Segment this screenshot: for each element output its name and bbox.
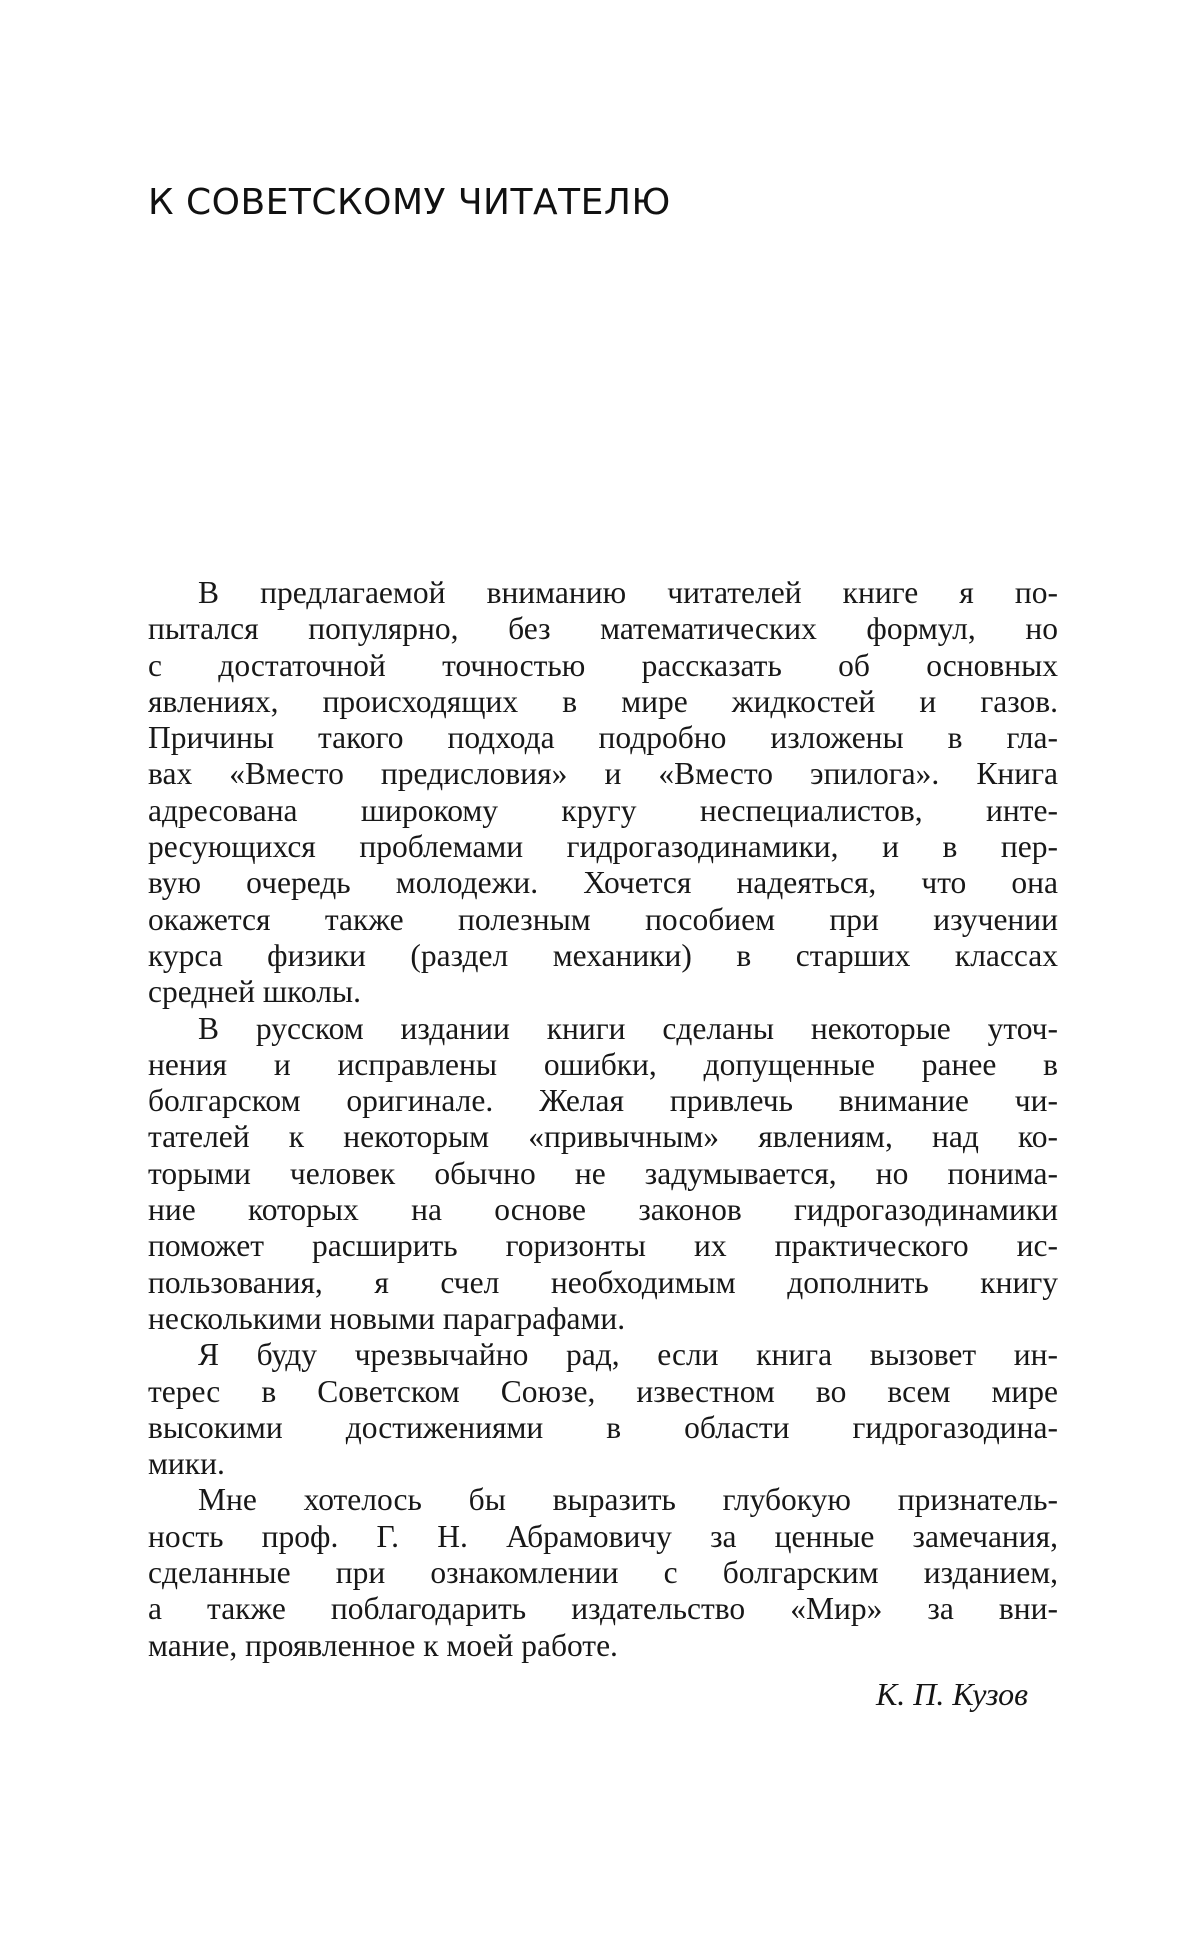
text-line: В предлагаемой вниманию читателей книге я по- — [148, 575, 1058, 611]
text-line: болгарском оригинале. Желая привлечь внимание чи- — [148, 1083, 1058, 1119]
text-line: Я буду чрезвычайно рад, если книга вызовет ин- — [148, 1337, 1058, 1373]
text-line: терес в Советском Союзе, известном во всем мире — [148, 1374, 1058, 1410]
text-line: Мне хотелось бы выразить глубокую признатель- — [148, 1482, 1058, 1518]
text-line: В русском издании книги сделаны некоторые уточ- — [148, 1011, 1058, 1047]
text-line: окажется также полезным пособием при изучении — [148, 902, 1058, 938]
text-line: ность проф. Г. Н. Абрамовичу за ценные замечания, — [148, 1519, 1058, 1555]
text-line: мики. — [148, 1446, 1058, 1482]
text-line: нения и исправлены ошибки, допущенные ранее в — [148, 1047, 1058, 1083]
text-line: тателей к некоторым «привычным» явлениям, над ко- — [148, 1119, 1058, 1155]
text-line: пытался популярно, без математических формул, но — [148, 611, 1058, 647]
text-line: высокими достижениями в области гидрогазодина- — [148, 1410, 1058, 1446]
text-line: несколькими новыми параграфами. — [148, 1301, 1058, 1337]
body-text — [148, 575, 1058, 1664]
text-line: явлениях, происходящих в мире жидкостей и газов. — [148, 684, 1058, 720]
paragraph-4 — [148, 1482, 1058, 1663]
text-line: вую очередь молодежи. Хочется надеяться, что она — [148, 865, 1058, 901]
text-line: поможет расширить горизонты их практического ис- — [148, 1228, 1058, 1264]
text-line: ресующихся проблемами гидрогазодинамики, и в пер- — [148, 829, 1058, 865]
paragraph-2 — [148, 1011, 1058, 1338]
text-line: с достаточной точностью рассказать об основных — [148, 648, 1058, 684]
text-line: сделанные при ознакомлении с болгарским изданием, — [148, 1555, 1058, 1591]
text-line: средней школы. — [148, 974, 1058, 1010]
text-line: адресована широкому кругу неспециалистов, инте- — [148, 793, 1058, 829]
text-line: а также поблагодарить издательство «Мир» за вни- — [148, 1591, 1058, 1627]
text-line: торыми человек обычно не задумывается, но понима- — [148, 1156, 1058, 1192]
text-line: курса физики (раздел механики) в старших классах — [148, 938, 1058, 974]
page-title: К СОВЕТСКОМУ ЧИТАТЕЛЮ — [148, 178, 671, 228]
author-signature: К. П. Кузов — [876, 1674, 1028, 1714]
text-line: вах «Вместо предисловия» и «Вместо эпилога». Книга — [148, 756, 1058, 792]
paragraph-1 — [148, 575, 1058, 1011]
text-line: Причины такого подхода подробно изложены в гла- — [148, 720, 1058, 756]
text-line: ние которых на основе законов гидрогазодинамики — [148, 1192, 1058, 1228]
paragraph-3 — [148, 1337, 1058, 1482]
text-line: мание, проявленное к моей работе. — [148, 1628, 1058, 1664]
text-line: пользования, я счел необходимым дополнить книгу — [148, 1265, 1058, 1301]
document-page — [0, 0, 1200, 1947]
